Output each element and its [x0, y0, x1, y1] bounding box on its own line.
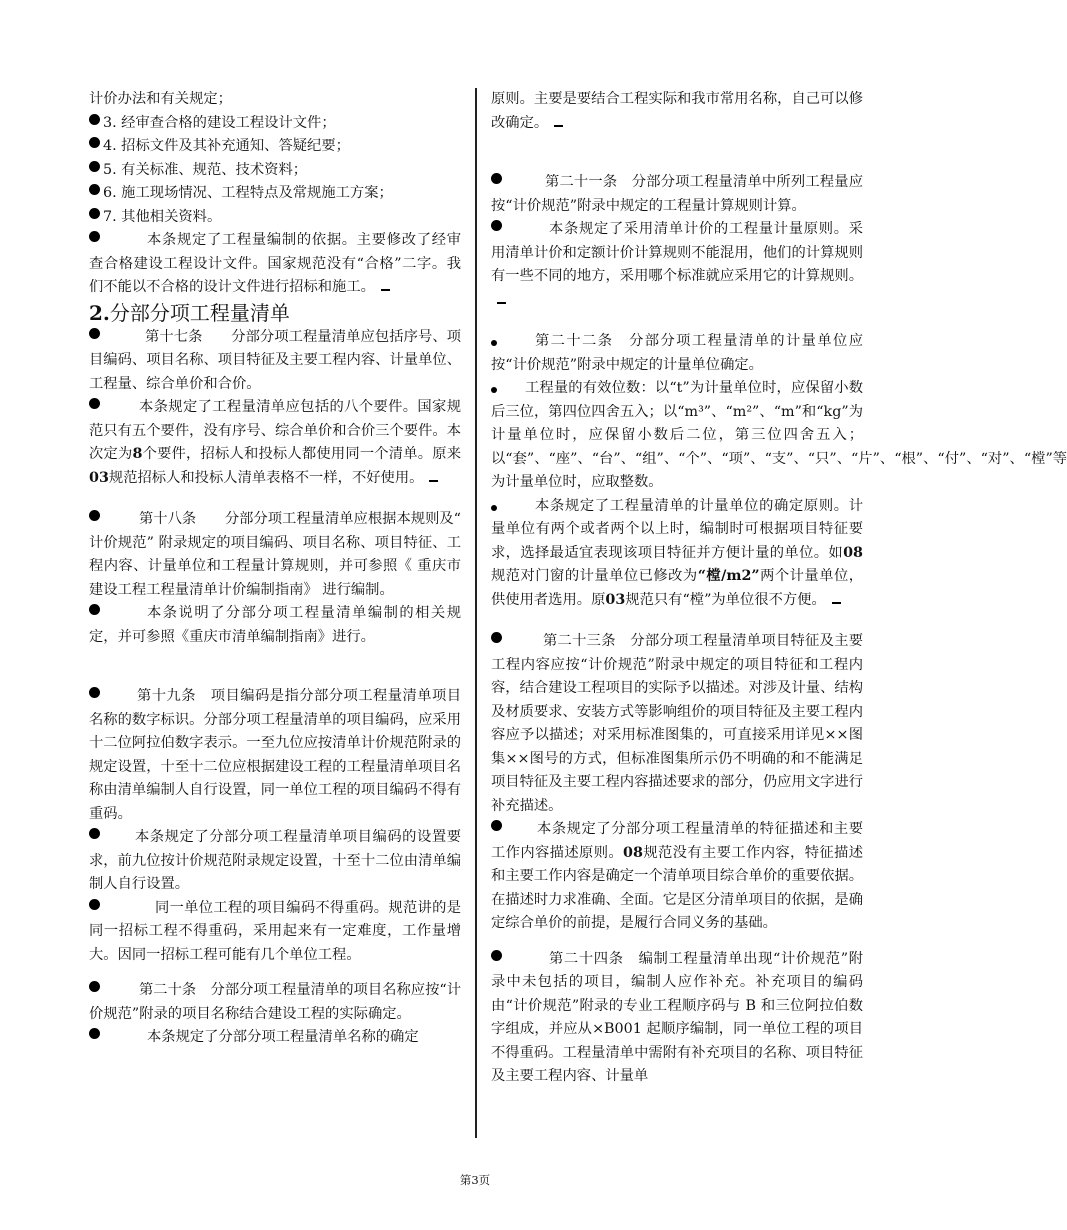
article-text: 第十八条 分部分项工程量清单应根据本规则及“ 计价规范” 附录规定的项目编码、项目名称、项目特征、工程内容、计量单位和工程量计算规则，并可参照《 重庆市建设工程工程量清单计价编制指南》 进行编制。: [89, 511, 461, 598]
bullet-icon: [89, 981, 100, 992]
note-bold: 08: [843, 544, 863, 561]
note-paragraph: [89, 897, 461, 968]
bullet-icon: [491, 950, 502, 961]
note-paragraph: [89, 229, 461, 300]
note-text: 本条规定了分部分项工程量清单的特征描述和主要工作内容描述原则。: [491, 821, 863, 861]
spacer: [491, 135, 863, 171]
article-paragraph: [89, 508, 461, 602]
spacer: [89, 490, 461, 508]
note-text: 规范对门窗的计量单位已修改为: [491, 568, 698, 584]
list-item-text: 6. 施工现场情况、工程特点及常规施工方案；: [103, 185, 393, 201]
note-bold: 03: [89, 469, 109, 486]
bullet-icon: [89, 510, 100, 521]
bullet-icon: [89, 328, 100, 339]
list-item-text: 5. 有关标准、规范、技术资料；: [103, 161, 308, 178]
list-item-text: 4. 招标文件及其补充通知、答疑纪要；: [103, 138, 350, 154]
article-text: 第二十三条 分部分项工程量清单项目特征及主要工程内容应按“计价规范”附录中规定的项目特征和工程内容，结合建设工程项目的实际予以描述。对涉及计量、结构及材质要求、安装方式等影响组价的项目特征及主要工程内容应予以描述；对采用标准图集的，可直接采用详见××图集××图号的方式，但标准图集所示仍不明确的和不能满足项目特征及主要工程内容描述要求的部分，仍应用文字进行补充描述。: [491, 633, 863, 814]
list-item: [89, 112, 461, 136]
bullet-icon: [89, 604, 100, 615]
bullet-icon: [491, 820, 502, 831]
bullet-icon: [89, 828, 100, 839]
paragraph: [491, 88, 863, 135]
note-text: 同一单位工程的项目编码不得重码。规范讲的是同一招标工程不得重码，采用起来有一定难度，工作量增大。因同一招标工程可能有几个单位工程。: [89, 899, 461, 963]
spacer: [491, 936, 863, 948]
article-text: 第二十二条 分部分项工程量清单的计量单位应按“计价规范”附录中规定的计量单位确定。: [491, 333, 863, 373]
article-paragraph: [89, 685, 461, 826]
note-bold: 08: [623, 844, 643, 861]
bullet-icon: [491, 220, 502, 231]
left-column: [89, 88, 461, 1050]
article-text: 第二十四条 编制工程量清单出现“计价规范”附录中未包括的项目，编制人应作补充。补充项目的编码由“计价规范”附录的专业工程顺序码与 B 和三位阿拉伯数字组成，并应从×B001 起顺序编制，同一单位工程的项目不得重码。工程量清单中需附有补充项目的名称、项目特征及主要工程内容、计量单: [491, 950, 863, 1084]
list-item-text: 7. 其他相关资料。: [103, 208, 222, 225]
note-text: 个要件，招标人和投标人都使用同一个清单。原来: [142, 446, 462, 462]
list-item-text: 3. 经审查合格的建设工程设计文件；: [103, 114, 336, 131]
bullet-icon: [89, 208, 100, 219]
units-text: 工程量的有效位数：以“t”为计量单位时，应保留小数后三位，第四位四舍五入；以“m³”、“m²”、“m”和“kg”为计量单位时，应保留小数后二位，第三位四舍五入；以“套”、“座”、“台”、“组”、“个”、“项”、“支”、“只”、“片”、“根”、“付”、“对”、“樘”等为计量单位时，应取整数。: [491, 380, 1067, 490]
article-paragraph: [491, 330, 863, 377]
note-bold: 03: [605, 591, 626, 608]
list-item: [89, 135, 461, 159]
note-text: 本条规定了工程量编制的依据。主要修改了经审查合格建设工程设计文件。国家规范没有“合格”二字。我们不能以不合格的设计文件进行招标和施工。: [89, 232, 461, 295]
section-title: 分部分项工程量清单: [109, 300, 290, 325]
note-paragraph: [89, 1026, 461, 1050]
note-text: 规范招标人和投标人清单表格不一样，不好使用。: [108, 469, 424, 486]
note-bold: “樘/m2”: [697, 568, 760, 584]
bullet-icon: [491, 387, 497, 393]
bullet-icon: [89, 687, 100, 698]
article-text: 第二十一条 分部分项工程量清单中所列工程量应按“计价规范”附录中规定的工程量计算规则计算。: [491, 174, 863, 214]
section-heading: [89, 300, 461, 326]
bullet-icon: [491, 173, 502, 184]
bullet-icon: [89, 114, 100, 125]
units-paragraph: [491, 377, 1067, 495]
paragraph-mark-icon: [381, 289, 390, 291]
spacer: [89, 649, 461, 685]
paragraph-mark-icon: [832, 602, 841, 604]
note-text: 本条规定了分部分项工程量清单项目编码的设置要求，前九位按计价规范附录规定设置，十至十二位由清单编制人自行设置。: [89, 829, 461, 892]
article-text: 第十九条 项目编码是指分部分项工程量清单项目名称的数字标识。分部分项工程量清单的项目编码，应采用十二位阿拉伯数字表示。一至九位应按清单计价规范附录的规定设置，十至十二位应根据建设工程的工程量清单项目名称由清单编制人自行设置，同一单位工程的项目编码不得有重码。: [89, 688, 461, 822]
section-number: 2.: [89, 300, 110, 325]
bullet-icon: [89, 231, 100, 242]
page-number: 第3页: [459, 1173, 491, 1187]
article-paragraph: [89, 979, 461, 1026]
bullet-icon: [491, 340, 497, 346]
note-bold: 8: [132, 446, 143, 462]
note-paragraph: [89, 396, 461, 490]
article-paragraph: [491, 630, 863, 818]
bullet-icon: [89, 137, 100, 148]
paragraph: 计价办法和有关规定；: [89, 91, 232, 107]
article-paragraph: [491, 171, 863, 218]
note-text: 本条规定了分部分项工程量清单名称的确定: [147, 1029, 419, 1045]
bullet-icon: [89, 899, 100, 910]
bullet-icon: [89, 398, 100, 409]
note-paragraph: [491, 218, 863, 312]
note-text: 本条说明了分部分项工程量清单编制的相关规定，并可参照《重庆市清单编制指南》进行。: [89, 605, 461, 645]
article-text: 第二十条 分部分项工程量清单的项目名称应按“计价规范”附录的项目名称结合建设工程的实际确定。: [89, 982, 461, 1022]
paragraph-mark-icon: [497, 302, 506, 304]
note-paragraph: [491, 495, 863, 613]
spacer: [491, 612, 863, 630]
note-text: 本条规定了采用清单计价的工程量计量原则。采用清单计价和定额计价计算规则不能混用，他们的计算规则有一些不同的地方，采用哪个标准就应采用它的计算规则。: [491, 221, 863, 284]
spacer: [491, 312, 863, 330]
note-text: 规范只有“樘”为单位很不方便。: [625, 591, 826, 608]
list-item: [89, 159, 461, 183]
article-paragraph: [491, 948, 863, 1089]
bullet-icon: [491, 505, 497, 511]
note-paragraph: [491, 818, 863, 936]
paragraph-mark-icon: [429, 480, 438, 482]
article-text: 第十七条 分部分项工程量清单应包括序号、项目编码、项目名称、项目特征及主要工程内容、计量单位、工程量、综合单价和合价。: [89, 328, 461, 392]
spacer: [89, 967, 461, 979]
bullet-icon: [89, 1028, 100, 1039]
paragraph-mark-icon: [554, 125, 563, 127]
right-column: [491, 88, 1067, 1089]
note-text: 本条规定了工程量清单的计量单位的确定原则。计量单位有两个或者两个以上时，编制时可根据项目特征要求，选择最适宜表现该项目特征并方便计量的单位。如: [491, 497, 863, 561]
note-text: 规范没有主要工作内容，特征描述和主要工作内容是确定一个清单项目综合单价的重要依据。在描述时力求准确、全面。它是区分清单项目的依据，是确定综合单价的前提，是履行合同义务的基础。: [491, 844, 864, 931]
note-text: 两个计量单位，供使用者选用。原: [491, 568, 864, 608]
list-item: [89, 206, 461, 230]
article-paragraph: [89, 326, 461, 397]
note-paragraph: [89, 826, 461, 897]
list-item: [89, 182, 461, 206]
column-divider: [475, 88, 477, 1138]
bullet-icon: [491, 632, 502, 643]
bullet-icon: [89, 161, 100, 172]
note-paragraph: [89, 602, 461, 649]
note-text: 本条规定了工程量清单应包括的八个要件。国家规范只有五个要件，没有序号、综合单价和合价三个要件。本次定为: [89, 399, 461, 462]
bullet-icon: [89, 184, 100, 195]
paragraph-text: 原则。主要是要结合工程实际和我市常用名称，自己可以修改确定。: [491, 91, 863, 131]
